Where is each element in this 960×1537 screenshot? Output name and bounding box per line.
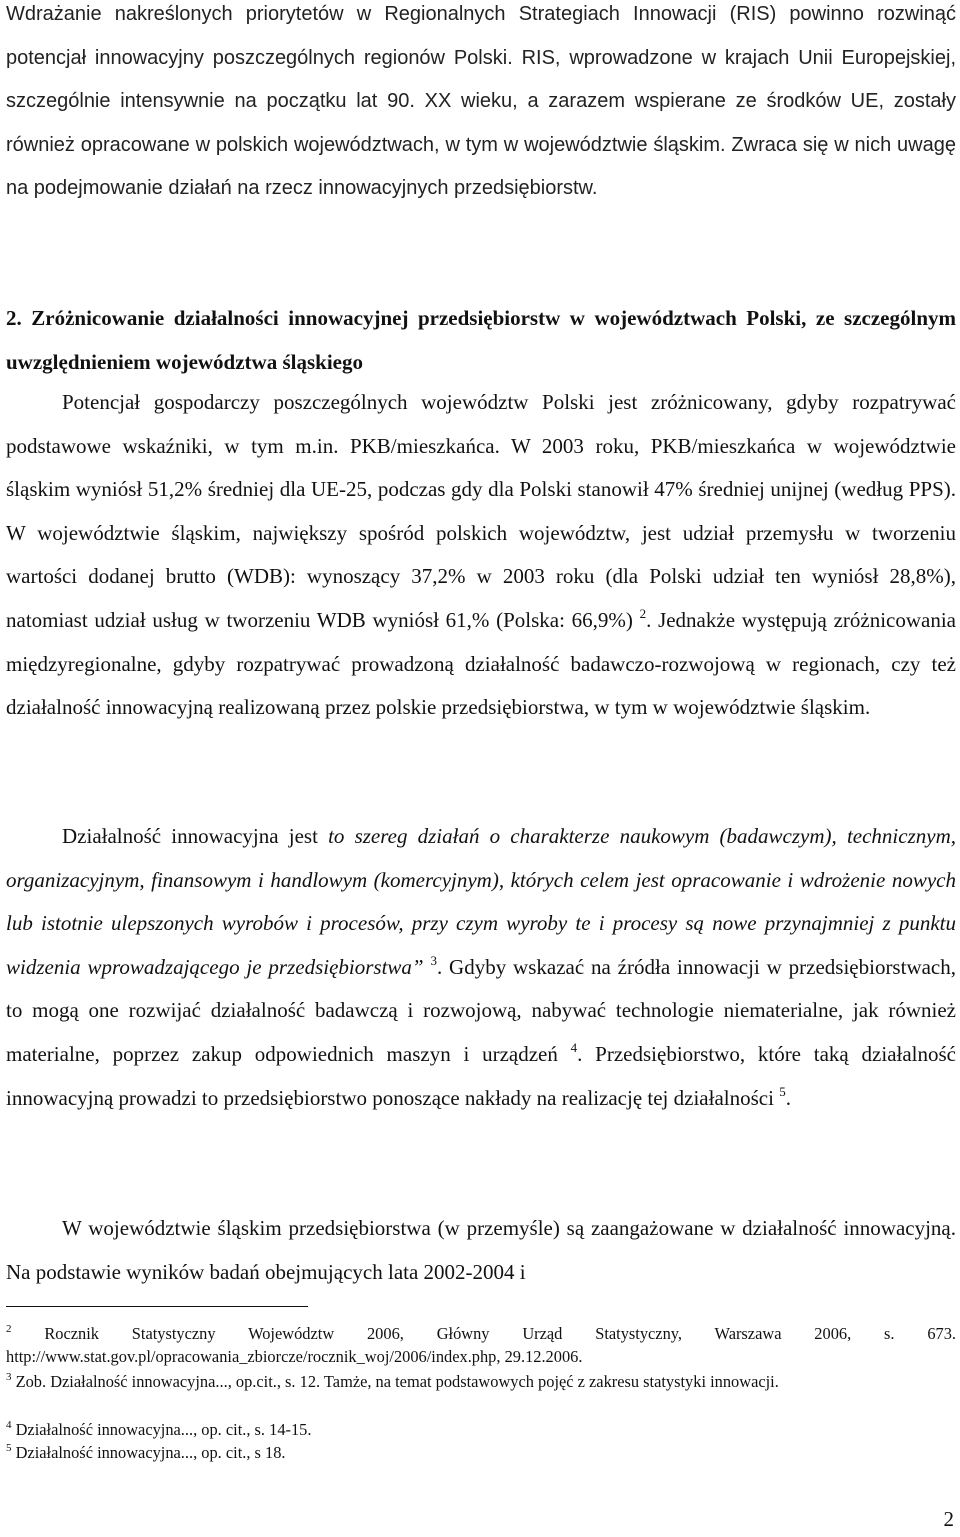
footnote-5-number: 5 [6,1442,12,1454]
section-heading-text: 2. Zróżnicowanie działalności innowacyjnej przedsiębiorstw w województwach Polski, ze szczególnym uwzględnieniem województwa śląskiego [6,306,956,374]
paragraph-innovation-definition-text-d: . [785,1085,791,1110]
innovation-definition-quote: to szereg działań o charakterze naukowym (badawczym), technicznym, organizacyjnym, finansowym i handlowym (komercyjnym), których celem jest opracowanie i wdrożenie nowych lub istotnie ulepszonych wyrobów i procesów, przy czym wyroby te i procesy są nowe przynajmniej z punktu widzenia wprowadzającego je przedsiębiorstwa” [6,824,956,979]
paragraph-economic-potential-text-b: . Jednakże występują zróżnicowania międzyregionalne, gdyby rozpatrywać prowadzoną działalność badawczo-rozwojową w regionach, czy też działalność innowacyjną realizowaną przez polskie przedsiębiorstwa, w tym w województwie śląskim. [6,607,957,720]
footnote-5 [6,1441,956,1464]
footnote-3-number: 3 [6,1371,12,1383]
footnote-4-number: 4 [6,1419,12,1431]
footnote-ref-5[interactable]: 5 [779,1083,786,1099]
paragraph-innovation-definition [6,815,956,1120]
footnote-2-text: Rocznik Statystyczny Województw 2006, Główny Urząd Statystyczny, Warszawa 2006, s. 673. http://www.stat.gov.pl/opracowania_zbiorcze/rocznik_woj/2006/index.php, 29.12.2006. [6,1324,956,1366]
footnote-ref-3[interactable]: 3 [430,952,437,968]
footnote-ref-2[interactable]: 2 [639,605,647,621]
paragraph-ris [6,0,956,211]
paragraph-economic-potential-text-a: Potencjał gospodarczy poszczególnych województw Polski jest zróżnicowany, gdyby rozpatrywać podstawowe wskaźniki, w tym m.in. PKB/mieszkańca. W 2003 roku, PKB/mieszkańca w województwie śląskim wyniósł 51,2% średniej dla UE-25, podczas gdy dla Polski stanowił 47% średniej unijnej (według PPS). W województwie śląskim, największy spośród polskich województw, jest udział przemysłu w tworzeniu wartości dodanej brutto (WDB): wynoszący 37,2% w 2003 roku (dla Polski udział ten wyniósł 28,8%), natomiast udział usług w tworzeniu WDB wyniósł 61,% (Polska: 66,9%) [6,390,956,632]
footnote-5-text: Działalność innowacyjna..., op. cit., s 18. [11,1443,286,1462]
paragraph-innovation-definition-text-a: Działalność innowacyjna jest [62,824,329,848]
footnote-2-number: 2 [6,1323,12,1335]
footnote-3 [6,1370,956,1393]
footnote-4 [6,1418,956,1441]
page-number: 2 [943,1507,954,1531]
paragraph-economic-potential [6,381,956,730]
paragraph-silesia-enterprises-text: W województwie śląskim przedsiębiorstwa (w przemyśle) są zaangażowane w działalność innowacyjną. Na podstawie wyników badań obejmujących lata 2002-2004 i [6,1216,956,1284]
paragraph-silesia-enterprises [6,1207,956,1294]
footnote-3-text: Zob. Działalność innowacyjna..., op.cit., s. 12. Tamże, na temat podstawowych pojęć z zakresu statystyki innowacji. [11,1372,779,1391]
section-heading [6,297,956,384]
footnote-2 [6,1322,956,1368]
footnote-ref-4[interactable]: 4 [570,1039,578,1055]
footnote-separator [6,1306,308,1307]
paragraph-innovation-definition-text-c: . Przedsiębiorstwo, które taką działalność innowacyjną prowadzi to przedsiębiorstwo ponoszące nakłady na realizację tej działalności [6,1041,956,1110]
paragraph-ris-text: Wdrażanie nakreślonych priorytetów w Regionalnych Strategiach Innowacji (RIS) powinno rozwinąć potencjał innowacyjny poszczególnych regionów Polski. RIS, wprowadzone w krajach Unii Europejskiej, szczególnie intensywnie na początku lat 90. XX wieku, a zarazem wspierane ze środków UE, zostały również opracowane w polskich województwach, w tym w województwie śląskim. Zwraca się w nich uwagę na podejmowanie działań na rzecz innowacyjnych przedsiębiorstw. [6,3,956,200]
footnote-4-text: Działalność innowacyjna..., op. cit., s. 14-15. [11,1420,312,1439]
paragraph-innovation-definition-text-b: . Gdyby wskazać na źródła innowacji w przedsiębiorstwach, to mogą one rozwijać działalność badawczą i rozwojową, nabywać technologie niematerialne, jak również materialne, poprzez zakup odpowiednich maszyn i urządzeń [6,954,956,1066]
